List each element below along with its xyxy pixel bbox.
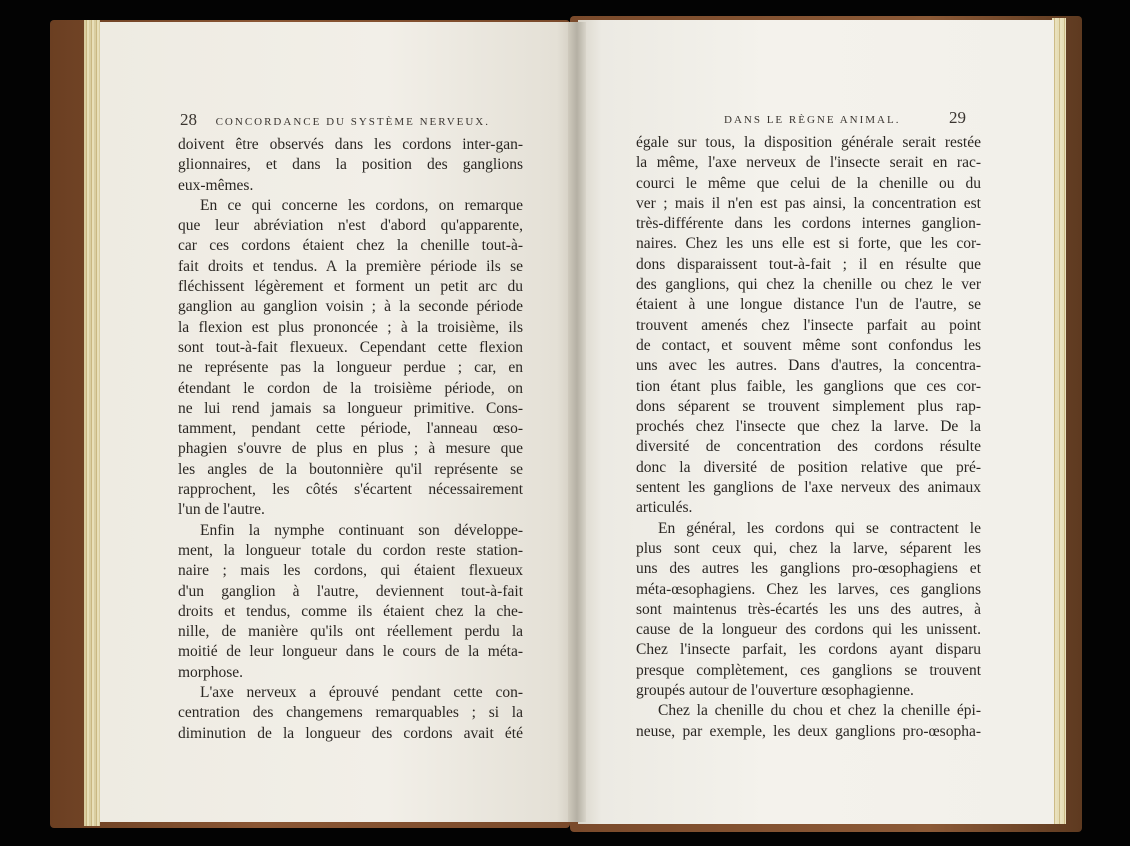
left-page (100, 22, 576, 822)
book-gutter (568, 22, 586, 822)
text-line: d'un ganglion à l'autre, deviennent tout-à-fait (178, 582, 523, 600)
left-running-title: CONCORDANCE DU SYSTÈME NERVEUX. (215, 116, 490, 128)
text-line: glionnaires, et dans la position des ganglions (178, 156, 523, 174)
text-line: courci le même que celui de la chenille ou du (636, 174, 981, 192)
text-line: Enfin la nymphe continuant son développe- (200, 521, 523, 539)
text-line: trouvent amenés chez l'insecte parfait au point (636, 316, 981, 334)
text-line: étendant le cordon de la troisième période, on (178, 379, 523, 397)
text-line: l'un de l'autre. (178, 501, 265, 519)
text-line: prochés chez l'insecte que chez la larve. De la (636, 418, 981, 436)
right-page-number: 29 (949, 108, 966, 127)
text-line: très-différente dans les cordons internes ganglion- (636, 215, 981, 233)
text-line: ment, la longueur totale du cordon reste station- (178, 541, 523, 559)
text-line: sentent les ganglions de l'axe nerveux des animaux (636, 479, 981, 497)
right-running-title: DANS LE RÈGNE ANIMAL. (724, 114, 901, 126)
left-text-block (178, 135, 523, 744)
text-line: phagien s'ouvre de plus en plus ; à mesure que (178, 440, 523, 458)
text-line: doivent être observés dans les cordons inter-gan- (178, 136, 523, 153)
text-line: sont maintenus très-écartés les uns des autres, à (636, 600, 981, 618)
text-line: morphose. (178, 663, 244, 681)
text-line: les angles de la boutonnière qu'il représente se (178, 460, 523, 478)
left-page-number: 28 (180, 110, 197, 129)
right-running-head (724, 108, 966, 128)
text-line: diversité de concentration des cordons résulte (636, 438, 981, 456)
text-line: des ganglions, qui chez la chenille ou chez le ver (636, 276, 981, 294)
text-line: que leur abréviation n'est d'abord qu'apparente, (178, 217, 523, 235)
text-line: En ce qui concerne les cordons, on remarque (200, 196, 523, 214)
text-line: moitié de leur longueur dans le cours de la méta- (178, 643, 523, 661)
text-line: dons disparaissent tout-à-fait ; il en résulte que (636, 255, 981, 273)
text-line: neuse, par exemple, les deux ganglions pro-œsopha- (636, 722, 981, 740)
right-text-block (636, 133, 981, 742)
text-line: ne représente pas la longueur perdue ; car, en (178, 359, 523, 377)
text-line: diminution de la longueur des cordons avait été (178, 724, 523, 742)
text-line: égale sur tous, la disposition générale serait restée (636, 134, 981, 151)
text-line: plus sont ceux qui, chez la larve, séparent les (636, 539, 981, 557)
text-line: fait droits et tendus. A la première période ils se (178, 257, 523, 275)
text-line: naire ; mais les cordons, qui étaient flexueux (178, 562, 523, 580)
text-line: tamment, pendant cette période, l'anneau œso- (178, 420, 523, 438)
text-line: En général, les cordons qui se contractent le (658, 519, 981, 537)
right-page (578, 20, 1054, 824)
text-line: la même, l'axe nerveux de l'insecte serait en rac- (636, 154, 981, 172)
text-line: cause de la longueur des cordons qui les unissent. (636, 621, 981, 639)
text-line: droits et tendus, comme ils étaient chez la che- (178, 602, 523, 620)
text-line: Chez l'insecte parfait, les cordons ayant disparu (636, 641, 981, 659)
text-line: méta-œsophagiens. Chez les larves, ces ganglions (636, 580, 981, 598)
text-line: uns avec les autres. Dans d'autres, la concentra- (636, 357, 981, 375)
text-line: uns des autres les ganglions pro-œsophagiens et (636, 560, 981, 578)
left-running-head (180, 110, 490, 130)
text-line: car ces cordons étaient chez la chenille tout-à- (178, 237, 523, 255)
text-line: dons séparent se trouvent simplement plus rap- (636, 397, 981, 415)
text-line: centration des changemens remarquables ; si la (178, 704, 523, 722)
text-line: donc la diversité de position relative que pré- (636, 458, 981, 476)
text-line: naires. Chez les uns elle est si forte, que les cor- (636, 235, 981, 253)
text-line: presque complètement, ces ganglions se trouvent (636, 661, 981, 679)
text-line: ver ; mais il n'en est pas ainsi, la concentration est (636, 194, 981, 212)
text-line: eux-mêmes. (178, 176, 254, 194)
page-edges-right (1052, 18, 1066, 824)
text-line: étaient à une longue distance l'un de l'autre, se (636, 296, 981, 314)
text-line: Chez la chenille du chou et chez la chenille épi- (658, 702, 981, 720)
text-line: articulés. (636, 499, 693, 517)
text-line: de contact, et souvent même sont confondus les (636, 336, 981, 354)
text-line: ne lui rend jamais sa longueur primitive. Cons- (178, 399, 523, 417)
text-line: ganglion au ganglion voisin ; à la seconde période (178, 298, 523, 316)
page-edges-left (84, 20, 100, 826)
text-line: nille, de manière qu'ils ont réellement perdu la (178, 623, 523, 641)
text-line: la flexion est plus prononcée ; à la troisième, ils (178, 318, 523, 336)
text-line: L'axe nerveux a éprouvé pendant cette con- (200, 684, 523, 702)
text-line: rapprochent, les côtés s'écartent nécessairement (178, 481, 523, 499)
text-line: sont tout-à-fait flexueux. Cependant cette flexion (178, 338, 523, 356)
text-line: tion étant plus faible, les ganglions que ces cor- (636, 377, 981, 395)
text-line: groupés autour de l'ouverture œsophagienne. (636, 682, 914, 700)
text-line: fléchissent légèrement et forment un petit arc du (178, 278, 523, 296)
